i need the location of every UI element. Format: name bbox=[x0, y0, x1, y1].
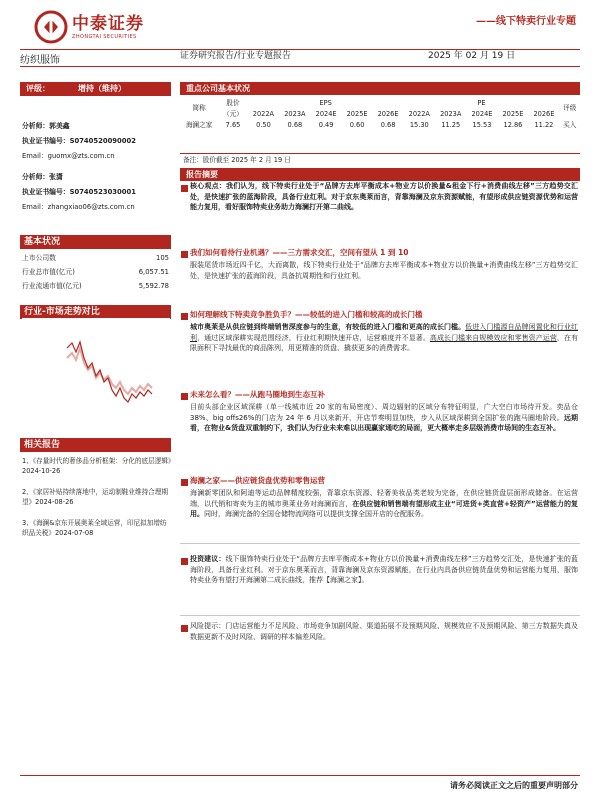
col-header-year: 2026E bbox=[533, 109, 555, 118]
basic-row-label: 行业流通市值(亿元) bbox=[22, 282, 82, 290]
eps-value: 0.68 bbox=[287, 120, 303, 129]
analyst-cert: 执业证书编号：S0740520090002 bbox=[22, 137, 136, 145]
bullet-icon bbox=[181, 479, 188, 486]
col-header-year: 2023A bbox=[284, 109, 306, 118]
logo-english-name: ZHONGTAI SECURITIES bbox=[72, 34, 137, 40]
investment-advice-paragraph bbox=[190, 554, 578, 586]
basic-row bbox=[22, 281, 169, 291]
related-report-item[interactable]: 1、《存量时代的奢侈品分析框架：分化的底层逻辑》2024-10-26 bbox=[22, 457, 172, 475]
high-barrier-detail: ，在有限面积下寻找最优的商品陈列，用更精准的货盘、撬获更多的消费需求。 bbox=[190, 333, 579, 353]
section-heading: 如何理解线下特卖竞争胜负手？——较低的进入门槛和较高的成长门槛 bbox=[190, 310, 423, 319]
company-logo bbox=[34, 10, 164, 44]
bullet-icon bbox=[181, 185, 188, 192]
risk-paragraph: 风险提示：门店运营能力不足风险、市场竞争加剧风险、渠道拓展不及预期风险、规模效应不及预期风险、第三方数据失真及数据更新不及时风险、调研的样本偏差风险。 bbox=[190, 622, 578, 641]
col-header-price: 股价 bbox=[226, 98, 240, 107]
col-header-price-unit: （元） bbox=[223, 109, 243, 118]
table-divider bbox=[180, 153, 580, 154]
col-header-rating: 评级 bbox=[563, 104, 577, 113]
pe-value: 11.22 bbox=[534, 120, 554, 129]
table-header-row bbox=[180, 98, 580, 109]
table-note: 备注：股价截至 2025 年 2 月 19 日 bbox=[183, 156, 291, 164]
market-trend-chart bbox=[22, 318, 170, 426]
col-header-pe: PE bbox=[477, 98, 486, 107]
company-price: 7.65 bbox=[225, 120, 241, 129]
eps-value: 0.60 bbox=[349, 120, 365, 129]
logo-chinese-name: 中泰证券 bbox=[72, 14, 144, 34]
analyst-cert: 执业证书编号：S0740523030001 bbox=[22, 188, 136, 196]
rating-label: 评级： bbox=[26, 84, 50, 93]
col-header-eps: EPS bbox=[319, 98, 332, 107]
outlook-text: 目前头部企业区域深耕（单一线城市近 20 家的布局密度）、周边辐射的区域分布特征明显，广大空白市场待开发。奕品仓 38%、big offs26%的门店为 24 年 6 月以来新开，开店节奏明显加快，步入从区域深耕到全国扩张的跑马圈地阶段。 bbox=[190, 403, 578, 422]
col-header-year: 2025E bbox=[502, 109, 524, 118]
pe-value: 11.25 bbox=[441, 120, 461, 129]
section-divider bbox=[180, 543, 580, 544]
analyst-name: 分析师：郭美鑫 bbox=[22, 122, 70, 130]
industry-name: 纺织服饰 bbox=[20, 55, 60, 66]
company-rating: 买入 bbox=[563, 120, 577, 129]
core-view-lead: 核心观点： bbox=[190, 182, 227, 190]
hla-text-2: 同时，海澜完备的全国仓储物流网络可以提供支撑全国开店的仓配服务。 bbox=[204, 510, 428, 519]
rating-value: 增持（维持） bbox=[78, 84, 126, 93]
core-view-text: 我们认为，线下特卖行业处于“品牌方去库平衡成本+物业方以价换量&租金下行+消费曲线左移”三方趋势交汇处，是快速扩张的蓝海阶段，具备行业红利。对于京东奥莱而言，背靠海澜及京东资源赋能，有望形成供应链资源优势和运营能力复用，看好服饰特卖业务助力海澜打开第二曲线。 bbox=[190, 182, 578, 212]
section-heading: 我们如何看待行业机遇？——三方需求交汇，空间有望从 1 到 10 bbox=[190, 248, 409, 257]
col-header-year: 2022A bbox=[408, 109, 430, 118]
low-barrier-text: 低进入门槛源自品牌闲置化和行业红利 bbox=[190, 323, 579, 342]
col-header-year: 2024E bbox=[315, 109, 337, 118]
outlook-bold-text: 远期看，在物业&货盘双重制约下，我们认为行业未来难以出现赢家通吃的局面，更大概率走多层级消费市场间的生态互补。 bbox=[190, 413, 579, 433]
basic-row-value: 105 bbox=[156, 254, 169, 262]
basic-status-title: 基本状况 bbox=[20, 235, 171, 249]
hla-bold-text: 在供应链和销售端有望形成主业“可进货+类直营+轻资产”运营能力的复用。 bbox=[190, 499, 578, 519]
analyst-email[interactable]: Email：guomx@zts.com.cn bbox=[22, 152, 115, 160]
investment-advice-text: 线下服饰特卖行业处于“品牌方去库平衡成本+物业方以价换量+消费曲线左移”三方趋势交汇处，是快速扩张的蓝海阶段，具备行业红利。对于京东奥莱而言，背靠海澜及京东资源赋能，在行业内具备供应链货盘优势和运营能力复用，服饰特卖业务有望打开海澜第二成长曲线，推荐【海澜之家】。 bbox=[190, 555, 579, 585]
competition-bold-text: 城市奥莱是从供应链到终端销售深度参与的生意，有较低的进入门槛和更高的成长门槛。 bbox=[190, 323, 466, 331]
basic-row-value: 6,057.51 bbox=[138, 268, 169, 276]
competition-paragraph bbox=[190, 322, 578, 354]
key-company-table bbox=[180, 98, 580, 131]
report-topic: ——线下特卖行业专题 bbox=[476, 16, 576, 27]
core-view-paragraph bbox=[190, 181, 578, 213]
section-heading: 海澜之家——供应链货盘优势和零售运营 bbox=[190, 476, 325, 485]
analyst-name: 分析师：张潇 bbox=[22, 173, 63, 181]
basic-row bbox=[22, 267, 169, 277]
col-header-year: 2023A bbox=[440, 109, 462, 118]
market-trend-title: 行业-市场走势对比 bbox=[20, 305, 171, 319]
basic-row-label: 上市公司数 bbox=[22, 254, 56, 262]
pe-value: 15.30 bbox=[409, 120, 429, 129]
eps-value: 0.50 bbox=[256, 120, 271, 129]
bullet-icon bbox=[181, 313, 188, 320]
footer-divider bbox=[20, 775, 580, 776]
outlook-paragraph bbox=[190, 402, 578, 434]
hla-text: 海澜新零团队和阿迪等运动品牌精度较强，背靠京东资源、轻奢美妆品类老较为完备，在供应链货盘层面形成储备。在运营端，以代销和寄卖为主的城市奥莱业务对海澜而言， bbox=[190, 489, 578, 508]
basic-row bbox=[22, 253, 169, 263]
col-header-year: 2024E bbox=[471, 109, 493, 118]
pe-value: 12.86 bbox=[503, 120, 523, 129]
pe-value: 15.53 bbox=[472, 120, 492, 129]
rating-bar bbox=[20, 82, 171, 96]
eps-value: 0.68 bbox=[380, 120, 396, 129]
eps-value: 0.49 bbox=[318, 120, 334, 129]
high-barrier-text: 高成长门槛来自规模效应和零售资产运营 bbox=[429, 333, 557, 342]
analyst-email[interactable]: Email：zhangxiao06@zts.com.cn bbox=[22, 203, 135, 211]
key-company-title: 重点公司基本状况 bbox=[180, 82, 580, 95]
footer-disclaimer: 请务必阅读正文之后的重要声明部分 bbox=[450, 781, 578, 790]
section-heading: 未来怎么看？——从跑马圈地到生态互补 bbox=[190, 390, 325, 399]
table-row bbox=[180, 120, 580, 131]
col-header-year: 2025E bbox=[346, 109, 368, 118]
header-divider-lower bbox=[20, 66, 580, 67]
summary-title: 报告摘要 bbox=[180, 168, 580, 181]
hla-paragraph bbox=[190, 488, 578, 520]
col-header-year: 2026E bbox=[377, 109, 399, 118]
bullet-icon bbox=[181, 625, 188, 632]
bullet-icon bbox=[181, 393, 188, 400]
logo-emblem-icon bbox=[34, 10, 68, 44]
investment-advice-lead: 投资建议： bbox=[190, 555, 226, 563]
bullet-icon bbox=[181, 558, 188, 565]
bullet-icon bbox=[181, 251, 188, 258]
low-barrier-detail: ，通过区域深耕实现范围经济，行业红利期快速开店，运营难度并不显著。 bbox=[197, 333, 430, 342]
report-type: 证券研究报告/行业专题报告 bbox=[180, 51, 292, 61]
report-date: 2025 年 02 月 19 日 bbox=[428, 51, 516, 61]
basic-row-value: 5,592.78 bbox=[138, 282, 169, 290]
section-divider bbox=[180, 615, 580, 616]
table-header-row bbox=[180, 109, 580, 120]
industry-opportunity-paragraph: 服装尾货市场近四千亿，大而离散，线下特卖行业处于“品牌方去库平衡成本+物业方以价换量+消费曲线左移”三方趋势交汇处，是快速扩张的蓝海阶段，具备抗周期性和行业红利。 bbox=[190, 261, 578, 280]
basic-row-label: 行业总市值(亿元) bbox=[22, 268, 75, 276]
related-report-item[interactable]: 3、《海澜&京东开展奥莱全域运营，印尼拟加增纺织品关税》2024-07-08 bbox=[22, 519, 167, 537]
related-reports-title: 相关报告 bbox=[20, 438, 171, 452]
col-header-name: 简称 bbox=[192, 104, 206, 113]
company-name: 海澜之家 bbox=[185, 120, 213, 129]
col-header-year: 2022A bbox=[252, 109, 275, 118]
related-report-item[interactable]: 2、《家居补贴持续落地中，运动制鞋业维持合理期望》2024-08-26 bbox=[22, 488, 168, 506]
